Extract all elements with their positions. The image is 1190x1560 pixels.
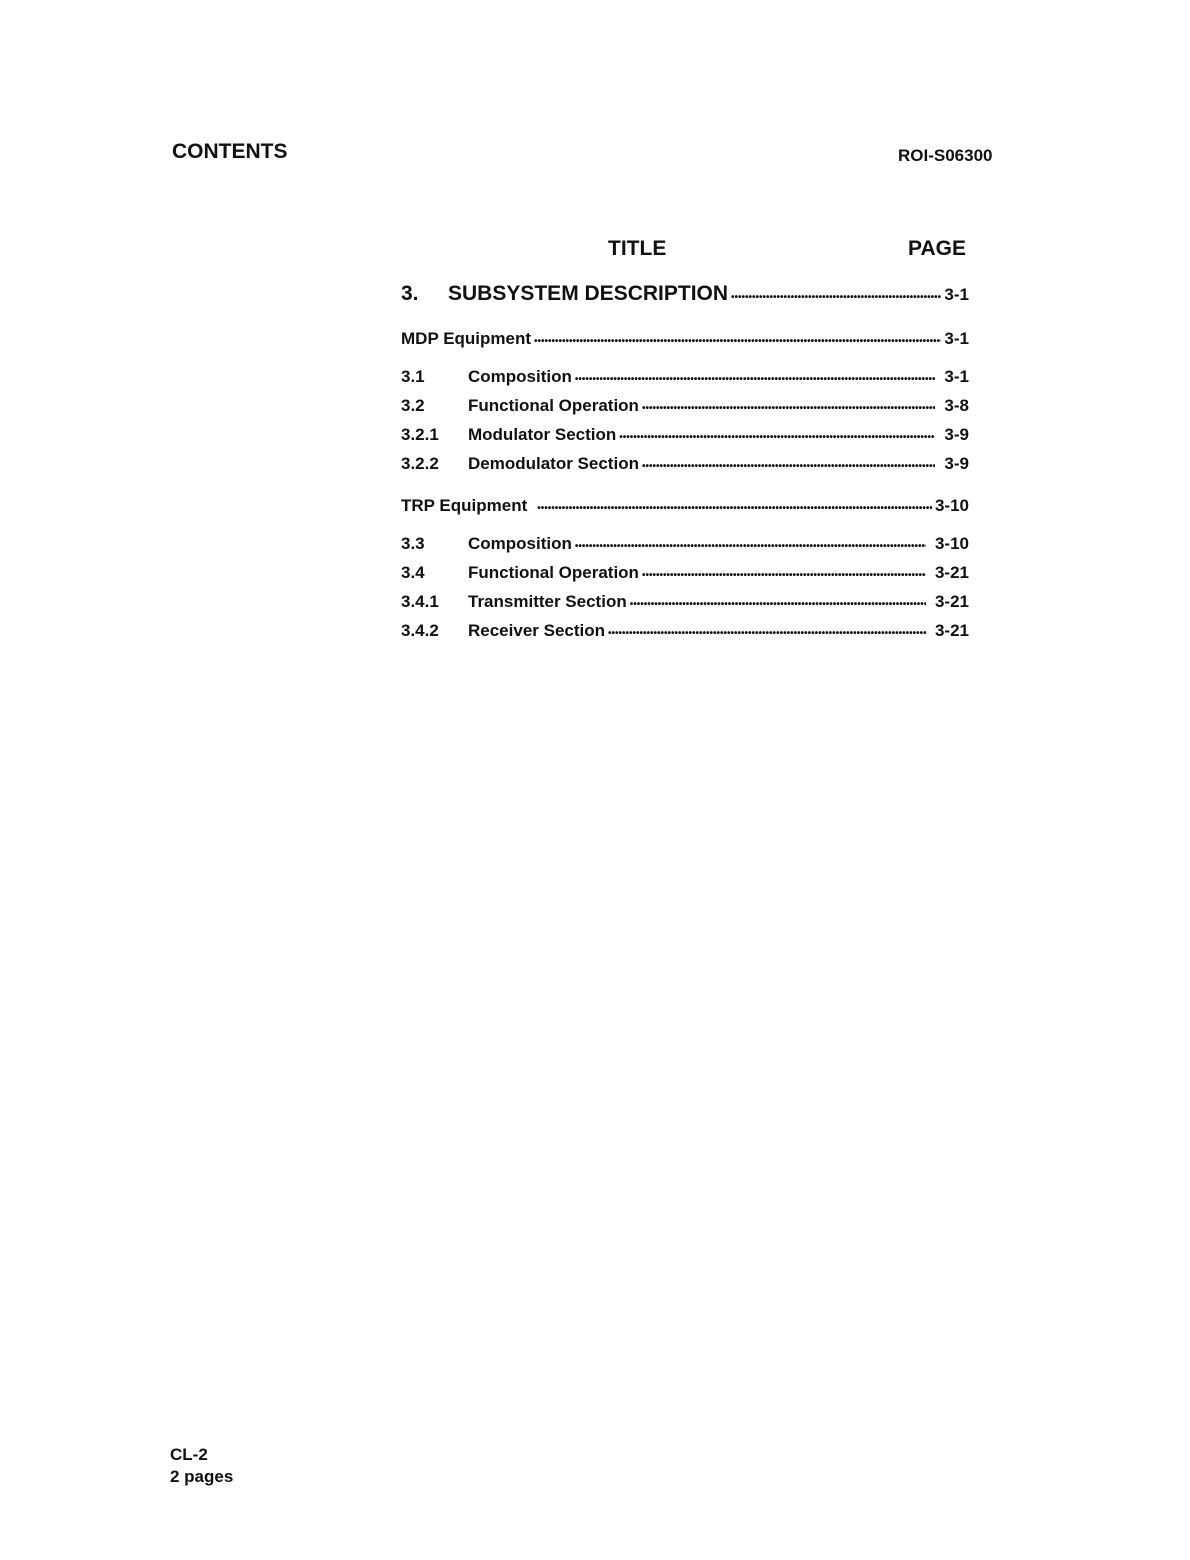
toc-entry[interactable] [401,592,969,618]
toc-entry-page: 3-9 [944,425,969,444]
toc-entry-page: 3-1 [944,285,969,304]
dot-leader [630,600,926,610]
toc-entry-number: 3. [401,282,419,305]
toc-entry-page: 3-1 [944,367,969,386]
toc-group-heading[interactable] [401,496,969,522]
toc-entry[interactable] [401,425,969,451]
toc-entry-page: 3-21 [934,563,969,582]
column-header-page: PAGE [908,237,966,260]
toc-entry-title: Transmitter Section [468,592,627,611]
toc-entry[interactable] [401,534,969,560]
toc-entry-page: 3-21 [934,592,969,611]
dot-leader [534,337,941,347]
dot-leader [608,629,926,639]
toc-entry-number: 3.1 [401,367,425,386]
footer-page-count: 2 pages [170,1467,234,1486]
toc-entry-number: 3.2.2 [401,454,439,473]
toc-entry-title: SUBSYSTEM DESCRIPTION [448,282,729,305]
toc-entry-page: 3-8 [944,396,969,415]
toc-entry-title: Demodulator Section [468,454,639,473]
toc-entry-page: 3-9 [944,454,969,473]
toc-entry[interactable] [401,454,969,480]
dot-leader [642,571,926,581]
column-header-title: TITLE [608,237,667,260]
toc-chapter-entry[interactable] [401,282,969,312]
toc-entry-number: 3.2.1 [401,425,439,444]
toc-group-heading[interactable] [401,329,969,355]
dot-leader [575,542,926,552]
toc-entry[interactable] [401,396,969,422]
dot-leader [731,293,941,303]
toc-entry-title: Receiver Section [468,621,606,640]
toc-entry-page: 3-1 [944,329,969,348]
dot-leader [642,404,935,414]
dot-leader [619,433,935,443]
toc-entry-number: 3.4.1 [401,592,439,611]
toc-entry-title: Functional Operation [468,396,639,415]
toc-entry[interactable] [401,621,969,647]
toc-entry-page: 3-21 [934,621,969,640]
toc-entry-number: 3.4.2 [401,621,439,640]
toc-entry-title: Functional Operation [468,563,639,582]
dot-leader [537,504,932,514]
toc-entry-page: 3-10 [934,496,969,515]
footer-page-code: CL-2 [170,1445,208,1464]
dot-leader [642,462,935,472]
toc-entry-title: Modulator Section [468,425,617,444]
toc-entry-number: 3.2 [401,396,425,415]
toc-entry[interactable] [401,563,969,589]
toc-entry-title: Composition [468,367,572,386]
toc-entry-page: 3-10 [934,534,969,553]
document-id: ROI-S06300 [898,146,993,165]
toc-entry-title: Composition [468,534,572,553]
toc-entry-number: 3.4 [401,563,425,582]
toc-entry-title: MDP Equipment [401,329,532,348]
toc-entry[interactable] [401,367,969,393]
section-heading: CONTENTS [172,140,288,163]
dot-leader [575,375,936,385]
toc-entry-number: 3.3 [401,534,425,553]
toc-entry-title: TRP Equipment [401,496,528,515]
